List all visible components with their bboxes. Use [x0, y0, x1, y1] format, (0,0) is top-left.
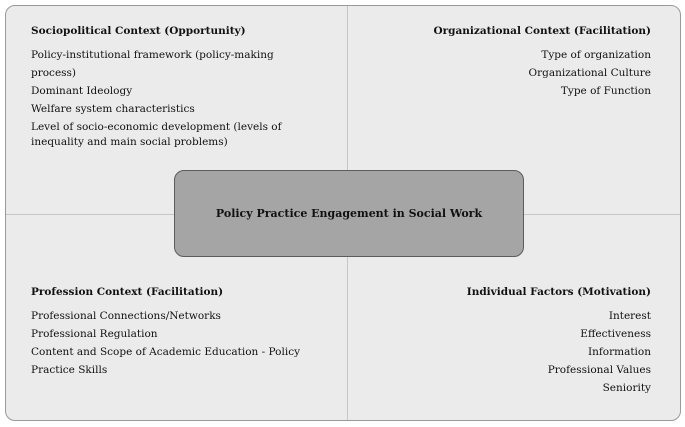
factor-item: Effectiveness: [580, 328, 651, 340]
quadrant-sociopolitical: [31, 22, 311, 150]
diagram-frame: [5, 5, 681, 421]
quadrant-organizational: [371, 22, 651, 100]
factor-item: Professional Regulation: [31, 328, 158, 340]
center-concept-box: [174, 170, 524, 257]
factor-item: Welfare system characteristics: [31, 103, 195, 115]
factor-item: Information: [587, 346, 651, 358]
quadrant-title: Profession Context (Facilitation): [31, 286, 224, 298]
quadrant-title: Organizational Context (Facilitation): [433, 25, 651, 37]
quadrant-profession: [31, 283, 341, 379]
factor-item: Type of Function: [560, 85, 651, 97]
factor-item: Organizational Culture: [528, 67, 651, 79]
factor-item: Professional Connections/Networks: [31, 310, 221, 322]
center-concept-label: Policy Practice Engagement in Social Work: [215, 207, 483, 220]
factor-item: Policy-institutional framework (policy-making process): [31, 49, 274, 79]
factor-item: Content and Scope of Academic Education - Policy Practice Skills: [31, 346, 301, 376]
factor-item: Level of socio-economic development (levels of inequality and main social problems): [31, 121, 282, 148]
quadrant-individual: [371, 283, 651, 397]
factor-item: Type of organization: [541, 49, 651, 61]
factor-item: Interest: [608, 310, 651, 322]
quadrant-title: Sociopolitical Context (Opportunity): [31, 25, 246, 37]
factor-item: Dominant Ideology: [31, 85, 133, 97]
factor-item: Seniority: [602, 382, 651, 394]
factor-item: Professional Values: [547, 364, 651, 376]
quadrant-title: Individual Factors (Motivation): [466, 286, 651, 298]
